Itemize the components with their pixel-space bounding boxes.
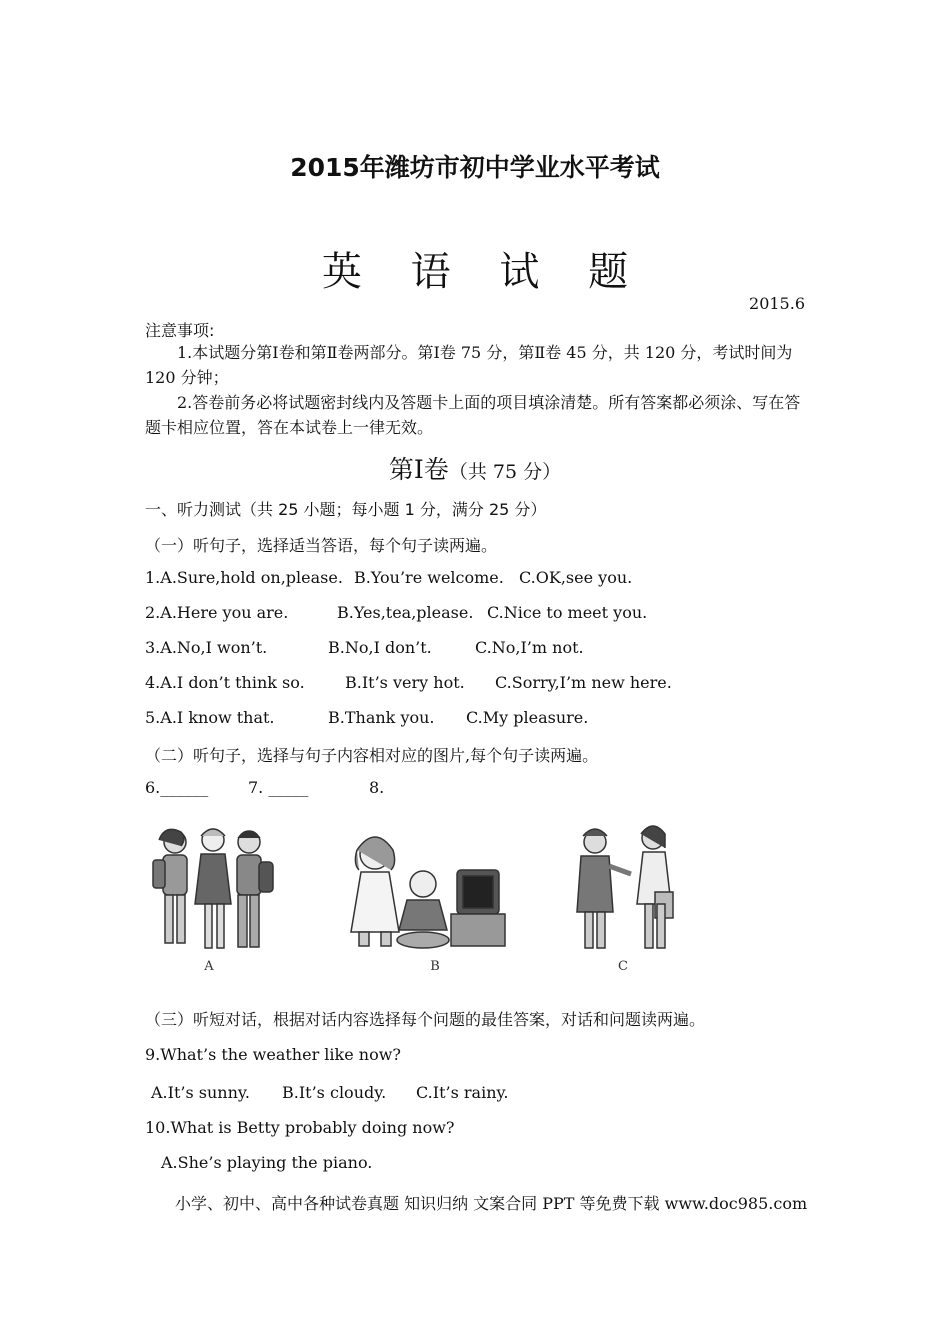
blank-7: 7. _____ <box>248 778 309 797</box>
q3-option-c: C.No,I’m not. <box>475 638 584 657</box>
q3-option-b: B.No,I don’t. <box>328 638 432 657</box>
q10-option-a: A.She’s playing the piano. <box>161 1153 373 1172</box>
q9-option-b: B.It’s cloudy. <box>282 1083 387 1102</box>
section-heading: 一、听力测试（共 25 小题；每小题 1 分，满分 25 分） <box>145 500 547 519</box>
part-score: （共 75 分） <box>448 461 562 483</box>
sub1-instruction: （一）听句子，选择适当答语，每个句子读两遍。 <box>145 536 498 555</box>
blank-8: 8. <box>369 778 385 797</box>
picture-label-a: A <box>204 959 214 974</box>
notice-heading: 注意事项: <box>145 321 215 340</box>
q2-option-c: C.Nice to meet you. <box>487 603 648 622</box>
q1-option-c: C.OK,see you. <box>519 568 633 587</box>
part-title <box>0 450 950 486</box>
part-title-label: 第Ⅰ卷 <box>388 455 449 484</box>
q5-option-b: B.Thank you. <box>328 708 435 727</box>
footer-text: 小学、初中、高中各种试卷真题 知识归纳 文案合同 PPT 等免费下载 www.doc985.com <box>175 1194 808 1213</box>
q10-stem: 10.What is Betty probably doing now? <box>145 1118 455 1137</box>
exam-date: 2015.6 <box>749 294 805 313</box>
subject-title: 英 语 试 题 <box>321 249 647 295</box>
q2-option-b: B.Yes,tea,please. <box>337 603 474 622</box>
q4-option-c: C.Sorry,I’m new here. <box>495 673 672 692</box>
notice-item-2: 2.答卷前务必将试题密封线内及答题卡上面的项目填涂清楚。所有答案都必须涂、写在答题卡相应位置，答在本试卷上一律无效。 <box>145 393 801 437</box>
blank-6: 6.______ <box>145 778 209 797</box>
picture-row <box>145 822 695 982</box>
sub3-instruction: （三）听短对话，根据对话内容选择每个问题的最佳答案，对话和问题读两遍。 <box>145 1010 706 1029</box>
q9-option-c: C.It’s rainy. <box>416 1083 509 1102</box>
picture-a <box>153 829 273 948</box>
q9-option-a: A.It’s sunny. <box>151 1083 250 1102</box>
picture-b <box>351 837 505 948</box>
q4-option-b: B.It’s very hot. <box>345 673 465 692</box>
q1-option-a: 1.A.Sure,hold on,please. <box>145 568 343 587</box>
exam-title: 2015年潍坊市初中学业水平考试 <box>290 153 660 182</box>
sub2-instruction: （二）听句子，选择与句子内容相对应的图片,每个句子读两遍。 <box>145 746 599 765</box>
picture-label-b: B <box>430 959 440 974</box>
q1-option-b: B.You’re welcome. <box>354 568 504 587</box>
q5-option-c: C.My pleasure. <box>466 708 589 727</box>
q2-option-a: 2.A.Here you are. <box>145 603 289 622</box>
q9-stem: 9.What’s the weather like now? <box>145 1045 401 1064</box>
picture-c <box>577 826 673 948</box>
q3-option-a: 3.A.No,I won’t. <box>145 638 268 657</box>
q5-option-a: 5.A.I know that. <box>145 708 275 727</box>
notice-item-1: 1.本试题分第Ⅰ卷和第Ⅱ卷两部分。第Ⅰ卷 75 分，第Ⅱ卷 45 分，共 120 分，考试时间为 120 分钟； <box>145 343 793 387</box>
q4-option-a: 4.A.I don’t think so. <box>145 673 305 692</box>
picture-label-c: C <box>618 959 628 974</box>
